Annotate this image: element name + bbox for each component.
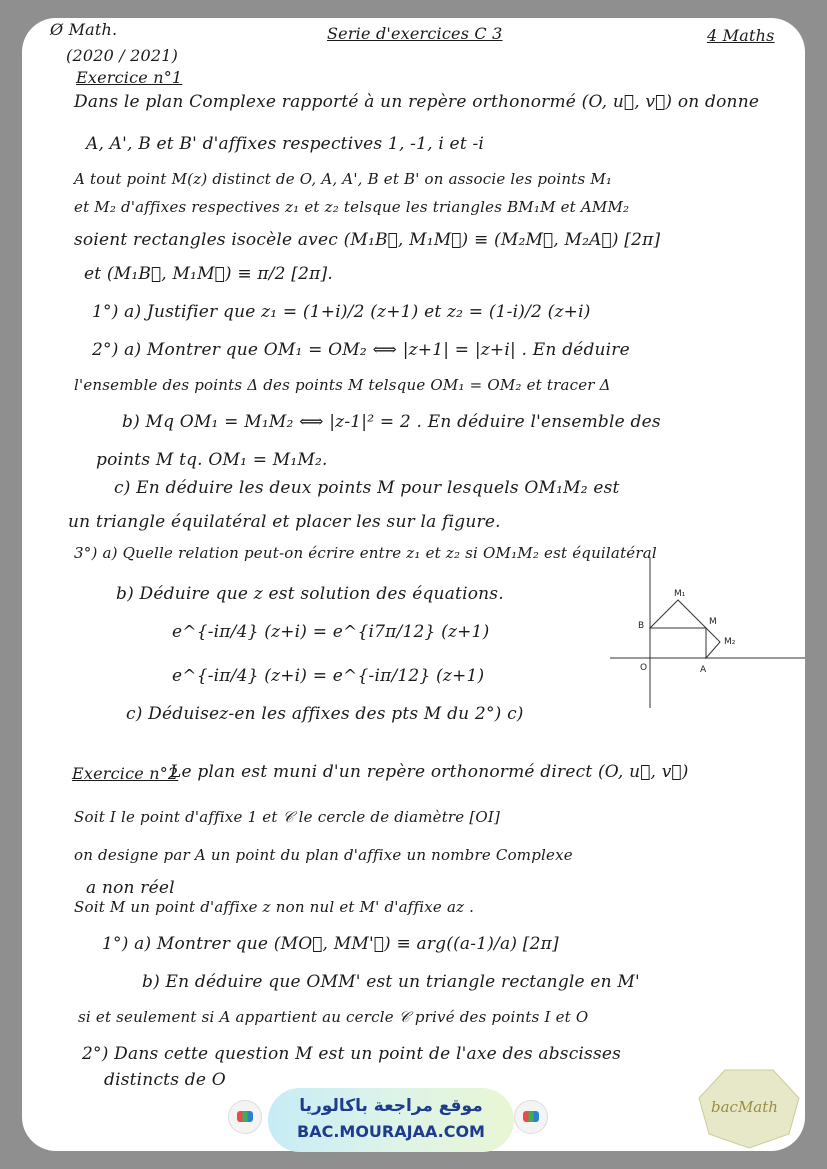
site-url-link[interactable]: BAC.MOURAJAA.COM: [297, 1122, 485, 1141]
site-name-arabic: موقع مراجعة باكالوريا: [299, 1096, 483, 1116]
exercise1-line: un triangle équilatéral et placer les sur la figure.: [68, 512, 501, 532]
exercise-sheet: [22, 18, 805, 1151]
exercise2-line: distincts de O: [104, 1070, 226, 1090]
exercise1-line: Dans le plan Complexe rapporté à un repère orthonormé (O, u⃗, v⃗) on donne: [74, 92, 760, 112]
logo-text: bacMath: [711, 1098, 778, 1116]
figure-label: M₂: [724, 637, 736, 647]
site-badge-icon: [514, 1100, 548, 1134]
exercise1-line: l'ensemble des points Δ des points M telsque OM₁ = OM₂ et tracer Δ: [74, 376, 611, 394]
exercise2-line: 1°) a) Montrer que (MO⃗, MM'⃗) ≡ arg((a-1)/a) [2π]: [102, 934, 559, 954]
equation-line: e^{-iπ/4} (z+i) = e^{i7π/12} (z+1): [172, 622, 490, 642]
exercise2-line: si et seulement si A appartient au cercle 𝒞 privé des points I et O: [78, 1008, 589, 1026]
equation-line: e^{-iπ/4} (z+i) = e^{-iπ/12} (z+1): [172, 666, 485, 686]
exercise2-line: 2°) Dans cette question M est un point de l'axe des abscisses: [82, 1044, 622, 1064]
figure-label: M₁: [674, 589, 686, 599]
exercise1-line: et (M₁B⃗, M₁M⃗) ≡ π/2 [2π].: [84, 264, 333, 284]
exercise1-line: 2°) a) Montrer que OM₁ = OM₂ ⟺ |z+1| = |z+i| . En déduire: [92, 340, 630, 360]
figure-label: A: [700, 665, 707, 675]
site-badge-icon: [228, 1100, 262, 1134]
exercise1-line: points M tq. OM₁ = M₁M₂.: [96, 450, 328, 470]
exercise2-line: Le plan est muni d'un repère orthonormé direct (O, u⃗, v⃗): [170, 762, 689, 782]
exercise1-line: A tout point M(z) distinct de O, A, A', B et B' on associe les points M₁: [74, 170, 613, 188]
exercise1-line: c) Déduisez-en les affixes des pts M du 2°) c): [126, 704, 524, 724]
exercise1-line: et M₂ d'affixes respectives z₁ et z₂ telsque les triangles BM₁M et AMM₂: [74, 198, 630, 216]
exercise1-line: c) En déduire les deux points M pour lesquels OM₁M₂ est: [114, 478, 620, 498]
geometry-figure: [610, 558, 805, 708]
figure-label: B: [638, 621, 645, 631]
exercise1-line: 1°) a) Justifier que z₁ = (1+i)/2 (z+1) et z₂ = (1-i)/2 (z+i): [92, 302, 591, 322]
exercise2-line: on designe par A un point du plan d'affixe un nombre Complexe: [74, 846, 573, 864]
school-year: (2020 / 2021): [66, 46, 179, 65]
exercise2-line: Soit M un point d'affixe z non nul et M' d'affixe az .: [74, 898, 475, 916]
figure-label: M: [709, 617, 717, 627]
exercise1-line: 3°) a) Quelle relation peut-on écrire entre z₁ et z₂ si OM₁M₂ est équilatéral: [74, 544, 657, 562]
site-banner[interactable]: [268, 1088, 514, 1152]
exercise1-title: Exercice n°1: [76, 68, 183, 87]
exercise2-line: a non réel: [86, 878, 175, 898]
exercise2-line: b) En déduire que OMM' est un triangle rectangle en M': [142, 972, 640, 992]
class-level: 4 Maths: [707, 26, 775, 45]
exercise2-title: Exercice n°2: [72, 764, 179, 783]
exercise1-line: b) Déduire que z est solution des équations.: [116, 584, 504, 604]
exercise1-line: soient rectangles isocèle avec (M₁B⃗, M₁M⃗) ≡ (M₂M⃗, M₂A⃗) [2π]: [74, 230, 661, 250]
exercise2-line: Soit I le point d'affixe 1 et 𝒞 le cercle de diamètre [OI]: [74, 808, 501, 826]
exercise1-line: A, A', B et B' d'affixes respectives 1, -1, i et -i: [86, 134, 485, 154]
header-left: Ø Math.: [50, 20, 118, 39]
exercise1-line: b) Mq OM₁ = M₁M₂ ⟺ |z-1|² = 2 . En déduire l'ensemble des: [122, 412, 661, 432]
figure-label: O: [640, 663, 648, 673]
bacmath-logo: [697, 1068, 801, 1150]
series-title: Serie d'exercices C 3: [327, 24, 503, 43]
